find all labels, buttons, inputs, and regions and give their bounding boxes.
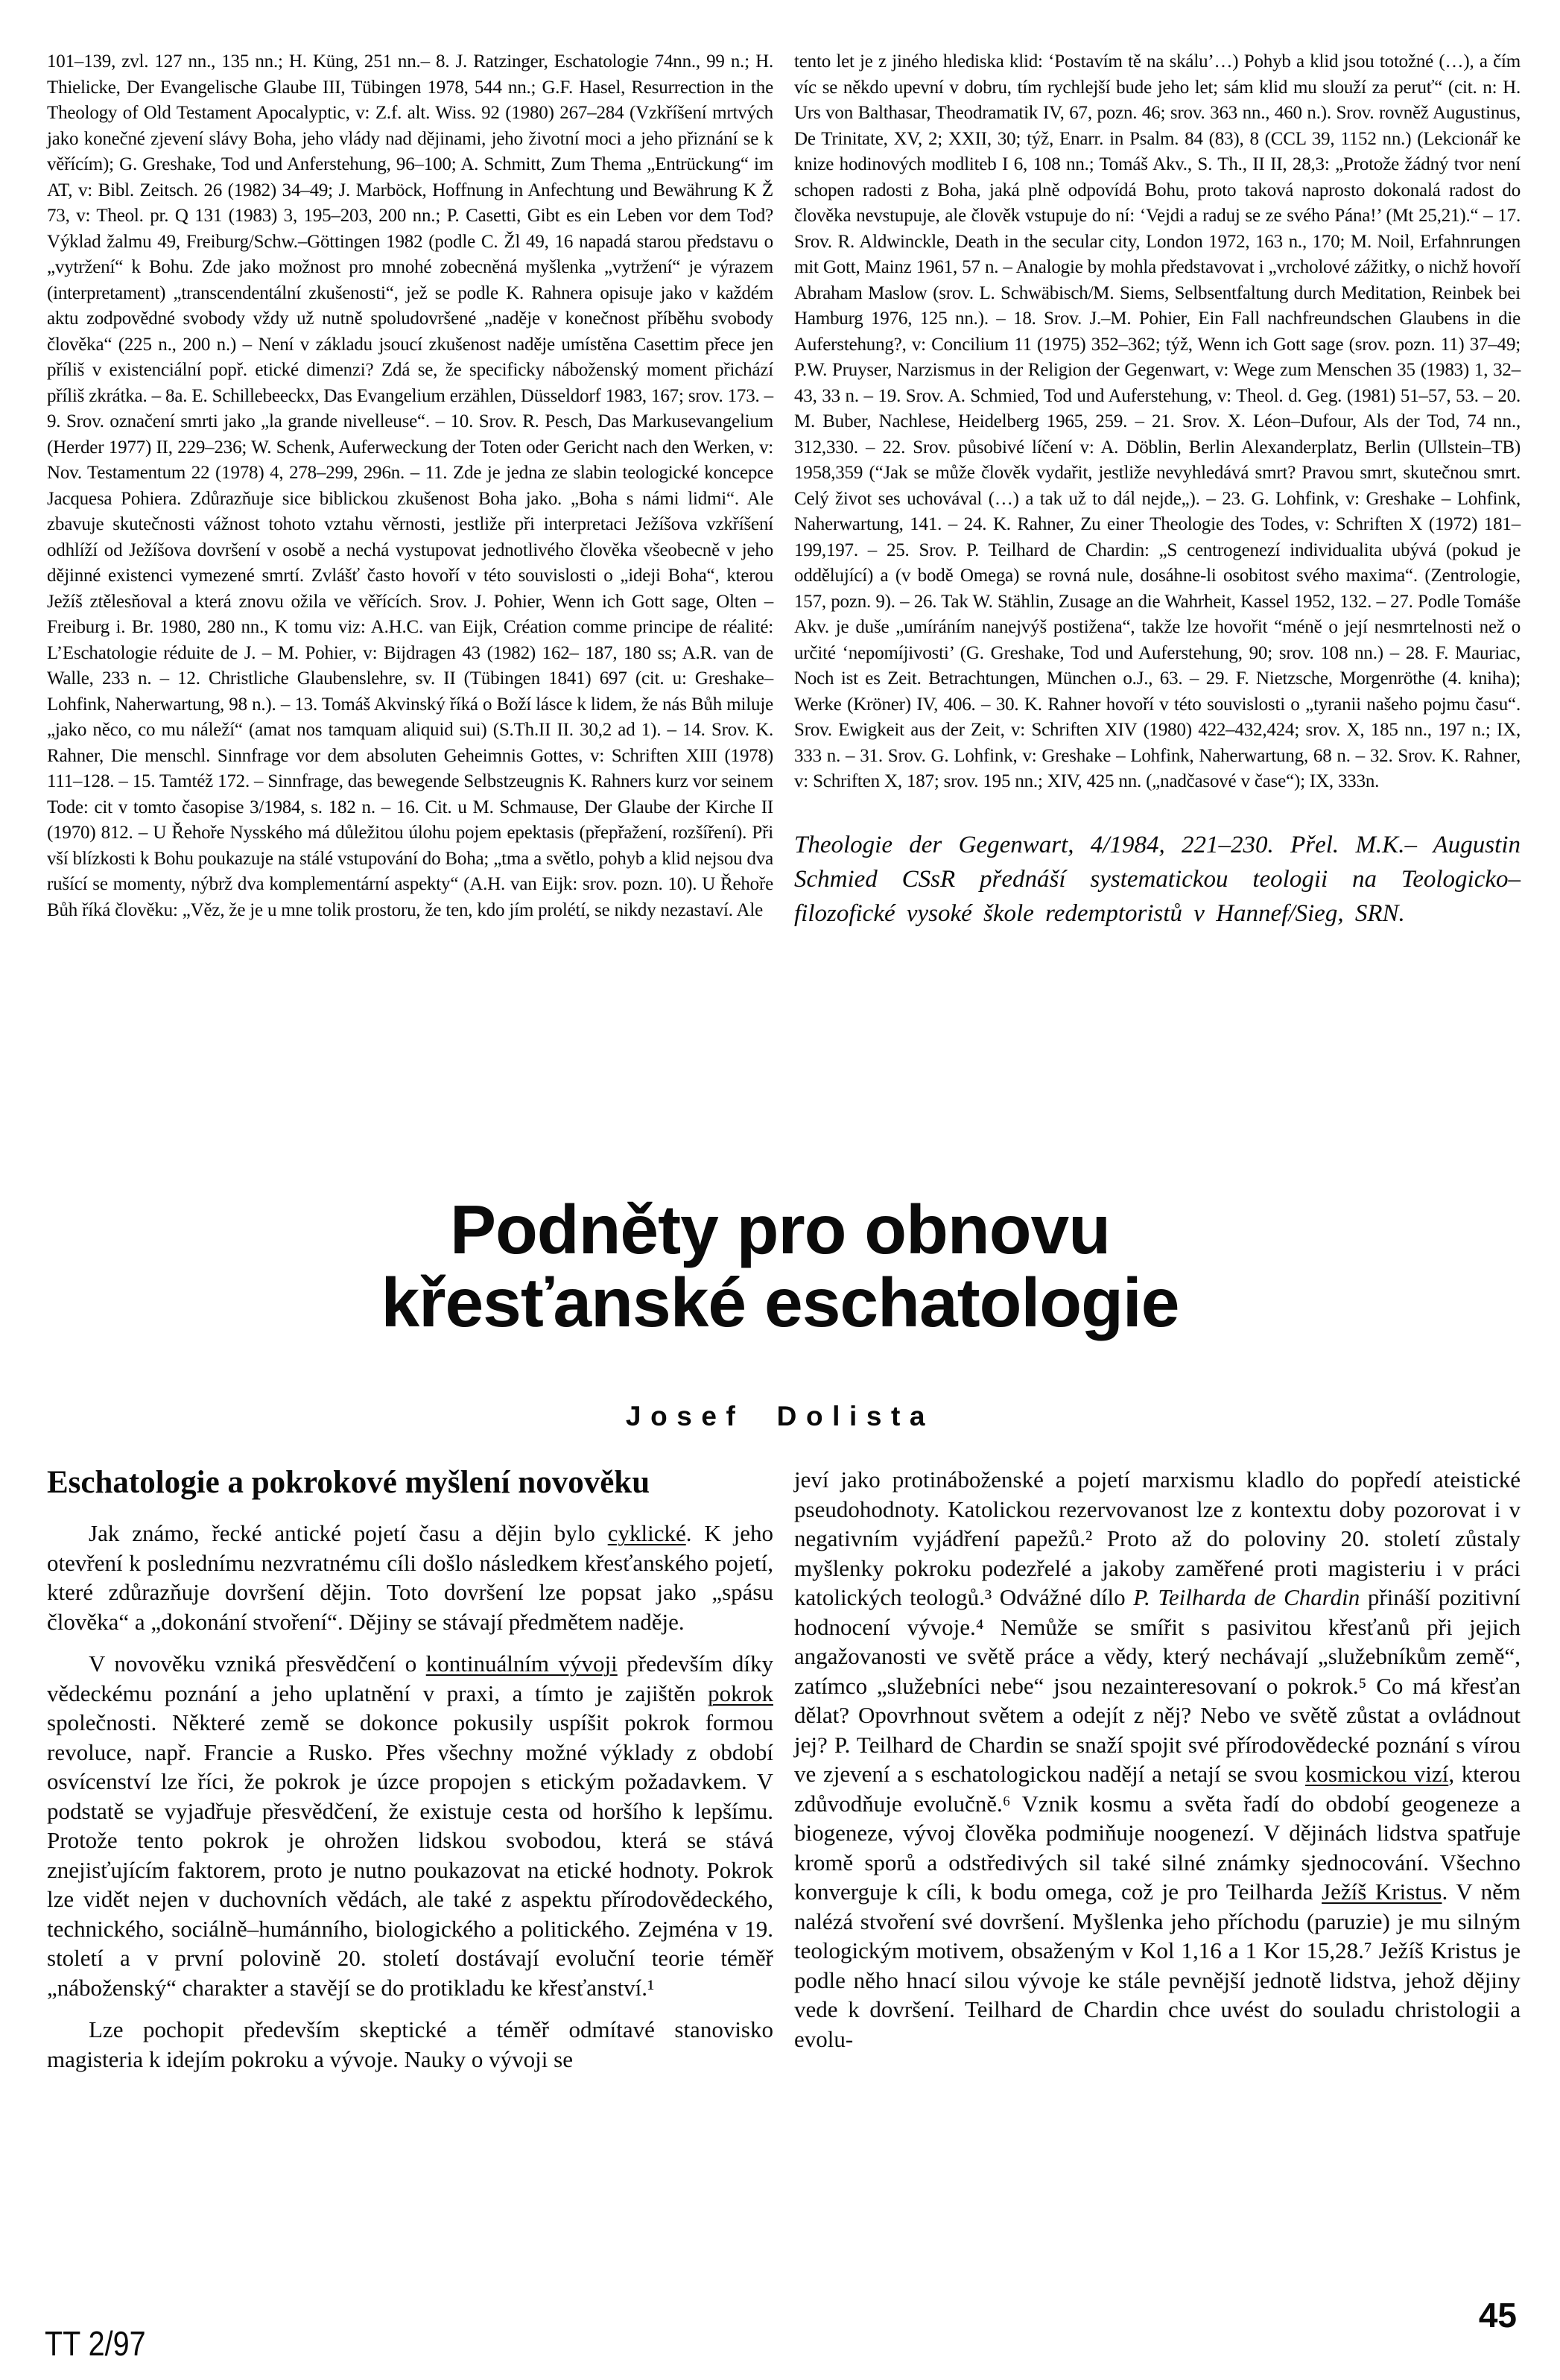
footnotes-right-text: tento let je z jiného hlediska klid: ‘Postavím tě na skálu’…) Pohyb a klid jsou totožné (…), a čím víc se někdo upevní v dobru, tím rychlejší bude jeho let; sám klid mu slouží za peruť“ (cit. n: H. Urs von Balthasar, Theodramatik IV, 67, pozn. 46; srov. 363 nn., 460 n.). Srov. rovněž Augustinus, De Trinitate, XV, 2; XXII, 30; týž, Enarr. in Psalm. 84 (83), 8 (CCL 39, 1152 nn.) (Lekcionář ke knize hodinových modliteb I 6, 108 nn.; Tomáš Akv., S. Th., II II, 28,3: „Protože žádný tvor není schopen radosti z Boha, jaká plně odpovídá Bohu, proto taková naprosto dokonalá radost do člověka nevstupuje, ale člověk vstupuje do ní: ‘Vejdi a raduj se ze svého Pána!’ (Mt 25,21).“ – 17. Srov. R. Aldwinckle, Death in the secular city, London 1972, 163 n., 170; M. Noil, Erfahnrungen mit Gott, Mainz 1961, 57 n. – Analogie by mohla představovat i „vrcholové zážitky, o nichž hovoří Abraham Maslow (srov. L. Schwäbisch/M. Siems, Selbsentfaltung durch Meditation, Reinbek bei Hamburg 1976, 125 nn.). – 18. Srov. J.–M. Pohier, Ein Fall nachfreundschen Glaubens in die Auferstehung?, v: Concilium 11 (1975) 352–362; týž, Wenn ich Gott sage (srov. pozn. 11) 37–49; P.W. Pruyser, Narzismus in der Religion der Gegenwart, v: Wege zum Menschen 35 (1983) 1, 32–43, 33 n. – 19. Srov. A. Schmied, Tod und Auferstehung, v: Theol. d. Geg. (1981) 51–57, 53. – 20. M. Buber, Nachlese, Heidelberg 1965, 259. – 21. Srov. X. Léon–Dufour, Als der Tod, 74 nn., 312,330. – 22. Srov. působivé líčení v: A. Döblin, Berlin Alexanderplatz, Berlin (Ullstein–TB) 1958,359 (“Jak se může člověk vydařit, jestliže nevyhledává smrt? Pravou smrt, skutečnou smrt. Celý život ses uchovával (…) a tak už to dál nejde„). – 23. G. Lohfink, v: Greshake – Lohfink, Naherwartung, 141. – 24. K. Rahner, Zu einer Theologie des Todes, v: Schriften X (1972) 181–199,197. – 25. Srov. P. Teilhard de Chardin: „S centrogenezí individualita ubývá (pokud je oddělující) a (v bodě Omega) se rovná nule, dosáhne-li osobitost svého maxima“. (Zentrologie, 157, pozn. 9). – 26. Tak W. Stählin, Zusage an die Wahrheit, Kassel 1952, 132. – 27. Podle Tomáše Akv. je duše „umíráním nanejvýš postižena“, takže lze hovořit “méně o její nesmrtelnosti než o určité ‘nepomíjivosti’ (G. Greshake, Tod und Auferstehung, 90; srov. 108 nn.) – 28. F. Mauriac, Noch ist es Zeit. Betrachtungen, München o.J., 63. – 29. F. Nietzsche, Morgenröthe (4. kniha); Werke (Kröner) IV, 406. – 30. K. Rahner hovoří v této souvislosti o „tyranii našeho pojmu času“. Srov. Ewigkeit aus der Zeit, v: Schriften XIV (1980) 422–432,424; srov. X, 185 nn., 197 n.; IX, 333 n. – 31. Srov. G. Lohfink, v: Greshake – Lohfink, Naherwartung, 68 n. – 32. Srov. K. Rahner, v: Schriften X, 187; srov. 195 nn.; XIV, 425 nn. („nadčasové v čase“); IX, 333n.	[794, 51, 1521, 791]
article-body	[47, 1465, 1521, 2074]
paragraph-text: V novověku vzniká přesvědčení o	[89, 1651, 426, 1677]
body-right-column	[794, 1465, 1521, 2074]
paragraph-text: přináší pozitivní hodnocení vývoje.⁴ Nemůže se smířit s pasivitou křesťanů při jejich angažovanosti ve světě práce a vědy, který nechávají „služebníkům země“, zatímco „služebníci nebe“ jsou nezainteresovaní o pokrok.⁵ Co má křesťan dělat? Opovrhnout světem a odejít z něj? Nebo ve světě zůstat a ovládnout jej? P. Teilhard de Chardin se snaží spojit své přírodovědecké poznání s vírou ve zjevení a s eschatologickou nadějí a netají se svou	[794, 1584, 1521, 1787]
body-paragraph	[47, 1649, 773, 2002]
paragraph-text: společnosti. Některé země se dokonce pokusily uspíšit pokrok formou revoluce, např. Francie a Rusko. Přes všechny možné výklady z období osvícenství lze říci, že pokrok je úzce propojen s etickým požadavkem. V podstatě se vyjadřuje přesvědčení, že existuje cesta od horšího k lepšímu. Protože tento pokrok je ohrožen lidskou svobodou, která se stává znejisťujícím faktorem, proto je nutno poukazovat na etické hodnoty. Pokrok lze vidět nejen v duchovních vědách, ale také z aspektu přírodovědeckého, technického, sociálně–humánního, biologického a politického. Zejména v 19. století a v první polovině 20. století dostávají evoluční teorie téměř „náboženský“ charakter a stavějí se do protikladu ke křesťanství.¹	[47, 1709, 773, 2001]
author-name: Josef Dolista	[625, 1401, 935, 1431]
article-title-line1: Podněty pro obnovu	[449, 1191, 1111, 1268]
source-attribution: Theologie der Gegenwart, 4/1984, 221–230. Přel. M.K.– Augustin Schmied CSsR přednáší systematickou teologii na Teologicko–filozofické vysoké škole redemptoristů v Hannef/Sieg, SRN.	[794, 831, 1521, 927]
paragraph-text: Lze pochopit především skeptické a téměř odmítavé stanovisko magisteria k idejím pokroku a vývoje. Nauky o vývoji se	[47, 2016, 773, 2072]
body-left-column	[47, 1465, 773, 2074]
section-heading: Eschatologie a pokrokové myšlení novověku	[47, 1465, 650, 1500]
underlined-term: cyklické	[607, 1520, 686, 1546]
footnotes-left-column: 101–139, zvl. 127 nn., 135 nn.; H. Küng, 251 nn.– 8. J. Ratzinger, Eschatologie 74nn., 99 n.; H. Thielicke, Der Evangelische Glaube III, Tübingen 1978, 544 nn.; G.F. Hasel, Resurrection in the Theology of Old Testament Apocalyptic, v: Z.f. alt. Wiss. 92 (1980) 267–284 (Vzkříšení mrtvých jako konečné zjevení slávy Boha, jeho vlády nad dějinami, jeho životní moci a jeho přiznání se k věřícím); G. Greshake, Tod und Anferstehung, 96–100; A. Schmitt, Zum Thema „Entrückung“ im AT, v: Bibl. Zeitsch. 26 (1982) 34–49; J. Marböck, Hoffnung in Anfechtung und Bewährung K Ž 73, v: Theol. pr. Q 131 (1983) 3, 195–203, 200 nn.; P. Casetti, Gibt es ein Leben vor dem Tod? Výklad žalmu 49, Freiburg/Schw.–Göttingen 1982 (podle C. Žl 49, 16 napadá starou představu o „vytržení“ k Bohu. Zde jako možnost pro mnohé zobecněná myšlenka „vytržení“ je výrazem (interpretament) „transcendentální zkušenosti“, jež se podle K. Rahnera opisuje jako v každém aktu zodpovědné svobody vždy už nutně spoludovršené „naděje v konečnost příběhu svobody člověka“ (225 n., 200 n.) – Není v základu jsoucí zkušenost naděje umístěna Casettim přece jen příliš v existenciální popř. etické dimenzi? Zdá se, že specificky náboženský moment přichází příliš zkrátka. – 8a. E. Schillebeeckx, Das Evangelium erzählen, Düsseldorf 1983, 167; srov. 173. – 9. Srov. označení smrti jako „la grande nivelleuse“. – 10. Srov. R. Pesch, Das Markusevangelium (Herder 1977) II, 229–236; W. Schenk, Auferweckung der Toten oder Gericht nach den Werken, v: Nov. Testamentum 22 (1978) 4, 278–299, 296n. – 11. Zde je jedna ze slabin teologické koncepce Jacquesa Pohiera. Zdůrazňuje sice biblickou zkušenost Boha jako. „Boha s námi lidmi“. Ale zbavuje skutečnosti vážnost tohoto vztahu věrnosti, jestliže při interpretaci Ježíšova vzkříšení odhlíží od Ježíšova dovršení v osobě a nechá vystupovat jednotlivého člověka všeobecně v jeho dějinné existenci vymezené smrtí. Zvlášť často hovoří v této souvislosti o „ideji Boha“, kterou Ježíš ztělesňoval a která znovu ožila ve věřících. Srov. J. Pohier, Wenn ich Gott sage, Olten – Freiburg i. Br. 1980, 280 nn., K tomu viz: A.H.C. van Eijk, Création comme principe de réalité: L’Eschatologie réduite de J. – M. Pohier, v: Bijdragen 43 (1982) 162– 187, 180 ss; A.R. van de Walle, 233 n. – 12. Christliche Glaubenslehre, sv. II (Tübingen 1841) 697 (cit. u: Greshake–Lohfink, Naherwartung, 98 n.). – 13. Tomáš Akvinský říká o Boží lásce k lidem, že nás Bůh miluje „jako něco, co mu náleží“ (amat nos tamquam aliquid sui) (S.Th.II II. 30,2 ad 1). – 14. Srov. K. Rahner, Die menschl. Sinnfrage vor dem absoluten Geheimnis Gottes, v: Schriften XIII (1978) 111–128. – 15. Tamtéž 172. – Sinnfrage, das bewegende Selbstzeugnis K. Rahners kurz vor seinem Tode: cit v tomto časopise 3/1984, s. 182 n. – 16. Cit. u M. Schmause, Der Glaube der Kirche II (1970) 812. – U Řehoře Nysského má důležitou úlohu pojem epektasis (přepřažení, rozšíření). Při vší blízkosti k Bohu poukazuje na stálé vstupování do Boha; „tma a světlo, pohyb a klid nejsou dva rušící se momenty, nýbrž dva komplementární aspekty“ (A.H. van Eijk: srov. pozn. 10). U Řehoře Bůh říká člověku: „Věz, že je u mne tolik prostoru, že ten, kdo jím prolétí, se nikdy nezastaví. Ale	[47, 51, 773, 920]
underlined-term: kosmickou vizí	[1305, 1761, 1449, 1787]
paragraph-text: . K jeho otevření k poslednímu nezvratnému cíli došlo následkem křesťanského pojetí, které zdůrazňuje dovršení dějin. Toto dovršení lze popsat jako „spásu člověka“ a „dokonání stvoření“. Dějiny se stávají předmětem naděje.	[47, 1520, 773, 1635]
underlined-term: pokrok	[708, 1680, 773, 1706]
italic-name: P. Teilharda de Chardin	[1133, 1584, 1360, 1610]
body-paragraph	[47, 1519, 773, 1636]
footnotes-section	[47, 49, 1521, 931]
body-paragraph	[47, 2015, 773, 2074]
article-title	[0, 1193, 1560, 1339]
paragraph-text: . V něm nalézá stvoření své dovršení. Myšlenka jeho příchodu (paruzie) je mu silným teologickým motivem, obsaženým v Kol 1,16 a 1 Kor 15,28.⁷ Ježíš Kristus je podle něho hnací silou vývoje ke stále pevnější jednotě lidstva, jehož dějiny vede k dovršení. Teilhard de Chardin chce uvést do souladu christologii a evolu-	[794, 1879, 1521, 2052]
article-title-line2: křesťanské eschatologie	[381, 1264, 1179, 1341]
page-number: 45	[1478, 2296, 1517, 2335]
journal-issue: TT 2/97	[45, 2324, 146, 2363]
paragraph-text: Jak známo, řecké antické pojetí času a dějin bylo	[89, 1520, 608, 1546]
paragraph-text: především díky vědeckému poznání a jeho uplatnění v praxi, a tímto je zajištěn	[47, 1651, 773, 1706]
underlined-term: Ježíš Kristus	[1322, 1879, 1442, 1905]
paragraph-text: , kterou zdůvodňuje evolučně.⁶ Vznik kosmu a světa řadí do období geogeneze a biogeneze, vývoj člověka podmiňuje noogenezí. V dějinách lidstva spatřuje kromě sporů a odstředivých sil také silné známky sjednocování. Všechno konverguje k cíli, k bodu omega, což je pro Teilharda	[794, 1761, 1521, 1905]
underlined-term: kontinuálním vývoji	[425, 1651, 618, 1677]
footnotes-right-column	[794, 49, 1521, 931]
paragraph-text: jeví jako protináboženské a pojetí marxismu kladlo do popředí ateistické pseudohodnoty. Katolickou rezervovanost lze z kontextu doby pozorovat i v negativním vyjádření papežů.² Proto až do poloviny 20. století zůstaly myšlenky pokroku podezřelé a jakoby zaměřené proti magisteriu i v práci katolických teologů.³ Odvážné dílo	[794, 1466, 1521, 1610]
body-paragraph	[794, 1465, 1521, 2054]
